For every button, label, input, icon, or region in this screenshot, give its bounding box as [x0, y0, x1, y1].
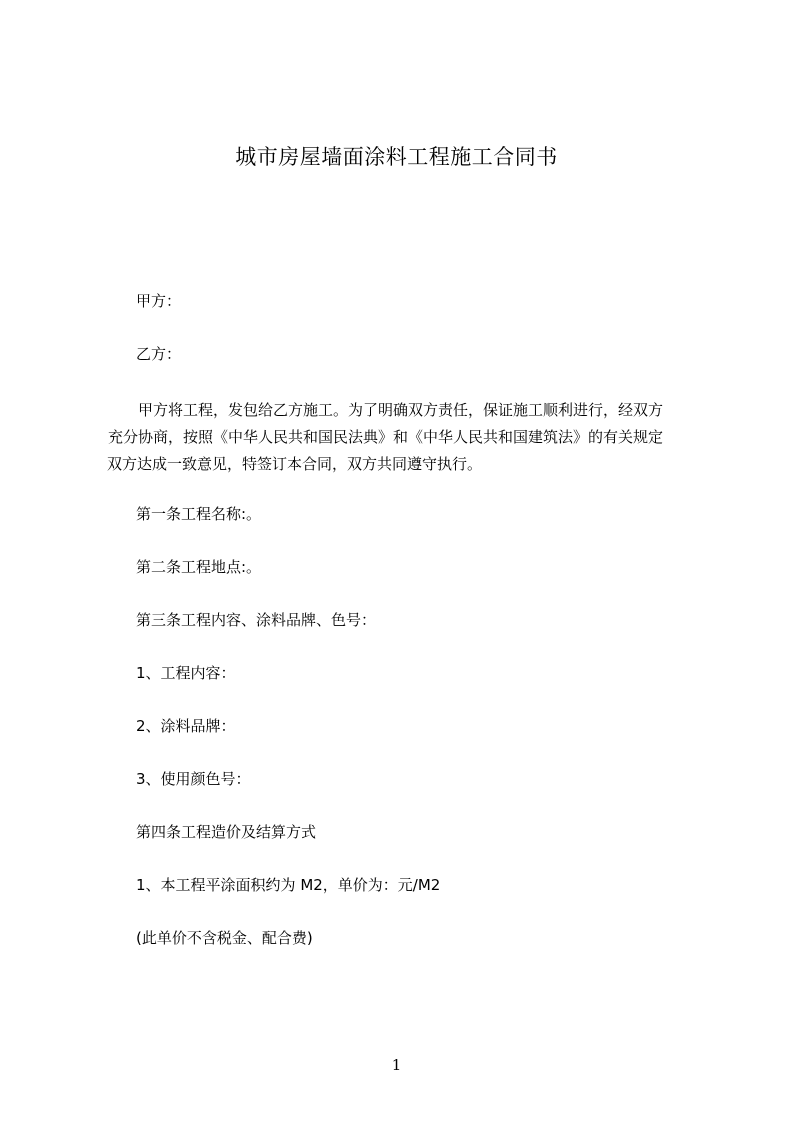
item-1-work-content: 1、工程内容：: [136, 664, 236, 682]
contract-title: 城市房屋墙面涂料工程施工合同书: [235, 145, 558, 169]
price-note: (此单价不含税金、配合费): [136, 929, 313, 947]
intro-paragraph: [107, 397, 707, 478]
intro-line: 充分协商，按照《中华人民共和国民法典》和《中华人民共和国建筑法》的有关规定: [108, 428, 664, 446]
article-3-content-brand-color: 第三条工程内容、涂料品牌、色号：: [136, 611, 377, 629]
intro-line: 双方达成一致意见，特签订本合同，双方共同遵守执行。: [107, 455, 483, 473]
intro-line: 甲方将工程，发包给乙方施工。为了明确双方责任，保证施工顺利进行，经双方: [138, 401, 664, 419]
item-2-paint-brand: 2、涂料品牌：: [136, 717, 236, 735]
party-b-label: 乙方：: [136, 345, 182, 363]
page-number: 1: [391, 1056, 402, 1074]
article-4-cost-settlement: 第四条工程造价及结算方式: [136, 823, 317, 841]
article-2-project-location: 第二条工程地点:。: [136, 558, 262, 576]
price-line: 1、本工程平涂面积约为 M2，单价为：元/M2: [136, 876, 441, 894]
article-1-project-name: 第一条工程名称:。: [136, 505, 262, 523]
item-3-color-number: 3、使用颜色号：: [136, 770, 251, 788]
party-a-label: 甲方：: [136, 292, 182, 310]
